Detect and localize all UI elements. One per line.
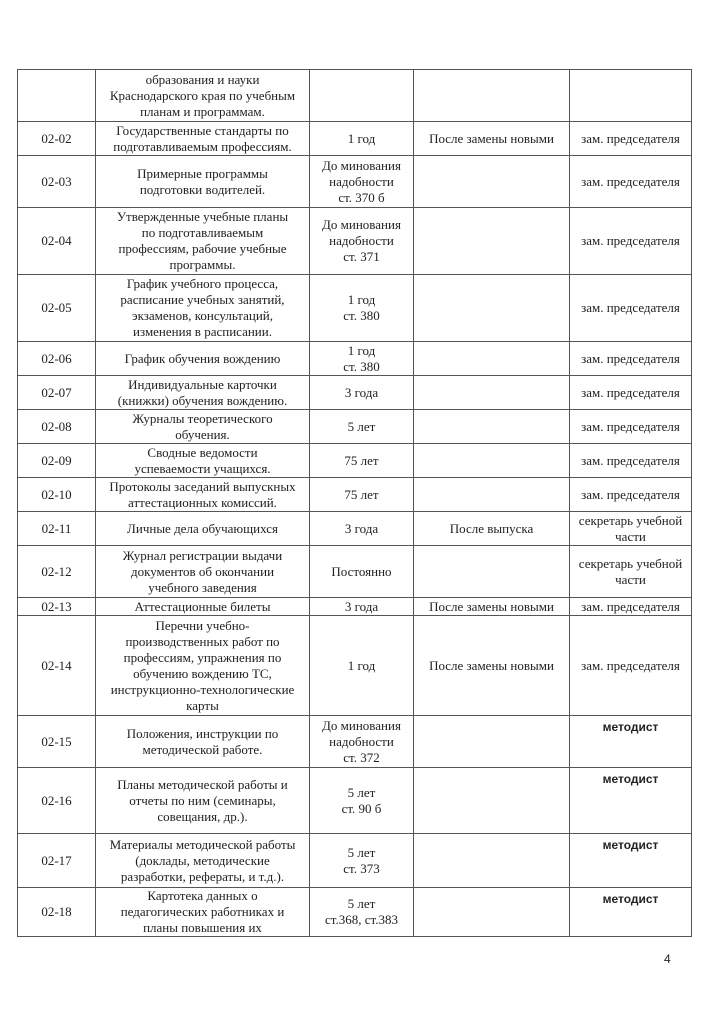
row-title: Государственные стандарты по подготавливаемым профессиям. [96,122,310,156]
row-note [414,410,570,444]
row-note [414,834,570,888]
row-index: 02-09 [18,444,96,478]
table-row [18,598,692,616]
row-note [414,716,570,768]
row-retention-term: 1 год [310,122,414,156]
row-note: После выпуска [414,512,570,546]
table-body [18,70,692,937]
table-row [18,156,692,208]
row-index: 02-05 [18,275,96,342]
table-row [18,888,692,937]
row-retention-term: 3 года [310,376,414,410]
row-note [414,478,570,512]
row-index: 02-12 [18,546,96,598]
row-retention-term: 1 год [310,616,414,716]
row-retention-term: 75 лет [310,444,414,478]
row-responsible: зам. председателя [570,275,692,342]
row-responsible: зам. председателя [570,208,692,275]
table-row [18,546,692,598]
table-row [18,70,692,122]
row-retention-term: 5 лет [310,410,414,444]
row-responsible: зам. председателя [570,478,692,512]
row-title: График учебного процесса, расписание учебных занятий, экзаменов, консультаций, изменения в расписании. [96,275,310,342]
row-retention-term: 1 год ст. 380 [310,275,414,342]
table-row [18,768,692,834]
row-retention-term: 3 года [310,512,414,546]
table-row [18,208,692,275]
row-note [414,376,570,410]
row-note: После замены новыми [414,122,570,156]
row-retention-term: 5 лет ст. 373 [310,834,414,888]
records-retention-table [17,69,692,937]
row-responsible: методист [570,834,692,888]
row-index: 02-03 [18,156,96,208]
row-responsible: зам. председателя [570,342,692,376]
row-index: 02-11 [18,512,96,546]
row-responsible: зам. председателя [570,122,692,156]
row-responsible: зам. председателя [570,444,692,478]
row-index: 02-07 [18,376,96,410]
row-retention-term [310,70,414,122]
table-row [18,376,692,410]
table-row [18,512,692,546]
row-responsible: зам. председателя [570,156,692,208]
row-title: Личные дела обучающихся [96,512,310,546]
row-responsible: секретарь учебной части [570,546,692,598]
row-retention-term: 3 года [310,598,414,616]
table-row [18,275,692,342]
row-note [414,275,570,342]
row-note: После замены новыми [414,616,570,716]
row-index: 02-16 [18,768,96,834]
row-title: График обучения вождению [96,342,310,376]
row-index: 02-17 [18,834,96,888]
table-row [18,342,692,376]
row-title: Положения, инструкции по методической работе. [96,716,310,768]
row-index: 02-08 [18,410,96,444]
row-index: 02-10 [18,478,96,512]
row-title: Аттестационные билеты [96,598,310,616]
row-responsible: зам. председателя [570,410,692,444]
row-responsible: зам. председателя [570,616,692,716]
row-index: 02-13 [18,598,96,616]
row-responsible [570,70,692,122]
row-index: 02-14 [18,616,96,716]
row-title: образования и науки Краснодарского края по учебным планам и программам. [96,70,310,122]
table-row [18,834,692,888]
row-title: Материалы методической работы (доклады, методические разработки, рефераты, и т.д.). [96,834,310,888]
row-note [414,768,570,834]
row-index: 02-02 [18,122,96,156]
row-retention-term: Постоянно [310,546,414,598]
table-row [18,122,692,156]
row-note: После замены новыми [414,598,570,616]
row-responsible: секретарь учебной части [570,512,692,546]
page-number: 4 [664,952,671,966]
row-title: Перечни учебно- производственных работ по профессиям, упражнения по обучению вождению ТС, инструкционно-технологические карты [96,616,310,716]
row-retention-term: 1 год ст. 380 [310,342,414,376]
row-note [414,444,570,478]
row-retention-term: 5 лет ст. 90 б [310,768,414,834]
row-note [414,888,570,937]
row-responsible: методист [570,716,692,768]
table-row [18,716,692,768]
row-title: Протоколы заседаний выпускных аттестационных комиссий. [96,478,310,512]
row-note [414,70,570,122]
table-row [18,410,692,444]
table-row [18,478,692,512]
row-title: Планы методической работы и отчеты по ним (семинары, совещания, др.). [96,768,310,834]
row-retention-term: До минования надобности ст. 371 [310,208,414,275]
table-row [18,616,692,716]
row-index [18,70,96,122]
row-responsible: методист [570,888,692,937]
row-index: 02-06 [18,342,96,376]
row-title: Журнал регистрации выдачи документов об окончании учебного заведения [96,546,310,598]
row-note [414,342,570,376]
row-title: Примерные программы подготовки водителей. [96,156,310,208]
row-title: Утвержденные учебные планы по подготавливаемым профессиям, рабочие учебные программы. [96,208,310,275]
row-responsible: методист [570,768,692,834]
row-title: Сводные ведомости успеваемости учащихся. [96,444,310,478]
row-title: Журналы теоретического обучения. [96,410,310,444]
row-retention-term: 5 лет ст.368, ст.383 [310,888,414,937]
table-row [18,444,692,478]
row-title: Индивидуальные карточки (книжки) обучения вождению. [96,376,310,410]
row-title: Картотека данных о педагогических работниках и планы повышения их [96,888,310,937]
row-index: 02-15 [18,716,96,768]
row-note [414,546,570,598]
row-index: 02-18 [18,888,96,937]
row-index: 02-04 [18,208,96,275]
row-note [414,156,570,208]
row-note [414,208,570,275]
row-responsible: зам. председателя [570,598,692,616]
row-retention-term: До минования надобности ст. 370 б [310,156,414,208]
row-retention-term: 75 лет [310,478,414,512]
row-responsible: зам. председателя [570,376,692,410]
row-retention-term: До минования надобности ст. 372 [310,716,414,768]
